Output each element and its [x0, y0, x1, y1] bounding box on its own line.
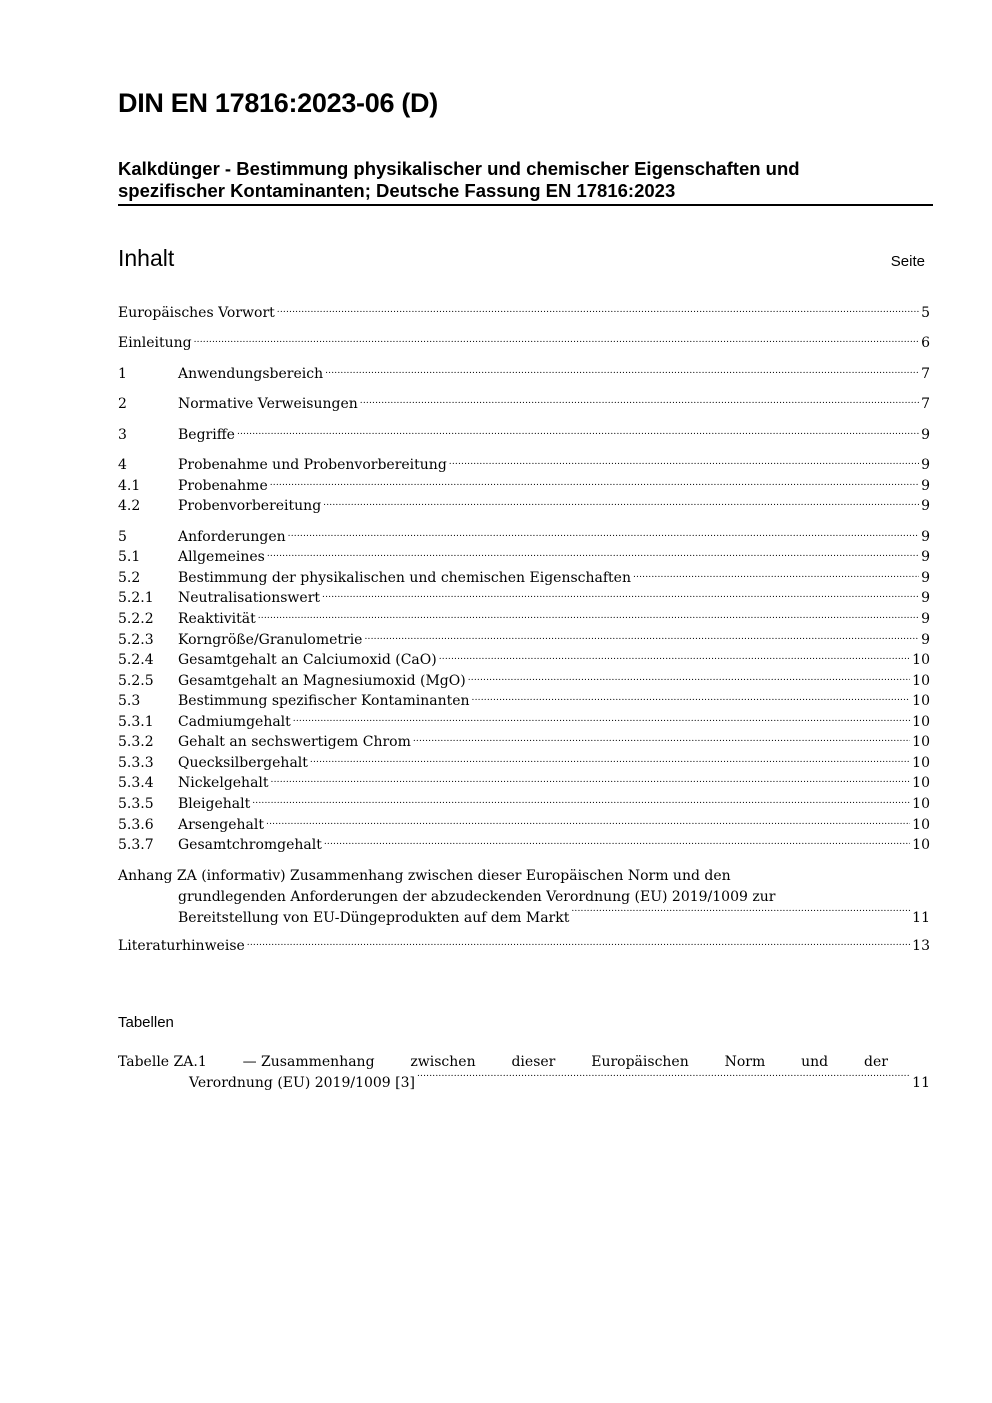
toc-entry-annex[interactable]: [118, 866, 930, 929]
toc-entry-title: Probenahme und Probenvorbereitung: [178, 457, 447, 473]
toc-entry-page: 7: [921, 366, 930, 382]
annex-line-3-text: Bereitstellung von EU-Düngeprodukten auf dem Markt: [178, 910, 570, 926]
toc-entry-page: 10: [912, 796, 930, 812]
title-line-1: Kalkdünger - Bestimmung physikalischer und chemischer Eigenschaften und: [118, 158, 800, 179]
toc-entry-title: Begriffe: [178, 427, 235, 443]
toc-entry-title: Normative Verweisungen: [178, 396, 358, 412]
toc-entry[interactable]: [118, 630, 930, 651]
toc-entry-title: Anwendungsbereich: [178, 366, 324, 382]
toc-entry-title: Nickelgehalt: [178, 775, 269, 791]
toc-entry-page: 10: [912, 755, 930, 771]
annex-line-3: [118, 908, 930, 929]
dot-leader: [267, 547, 919, 561]
table-entry-word: Norm: [724, 1054, 766, 1070]
toc-entry-number: 5.2.3: [118, 632, 154, 648]
toc-entry-title: Cadmiumgehalt: [178, 714, 291, 730]
toc-entry[interactable]: [118, 588, 930, 609]
toc-entry[interactable]: [118, 527, 930, 548]
table-entry-word: der: [864, 1054, 888, 1070]
toc-entry-page: 9: [921, 549, 930, 565]
toc-entry[interactable]: [118, 753, 930, 774]
toc-entry-number: 5.2.2: [118, 611, 154, 627]
annex-line-1: Anhang ZA (informativ) Zusammenhang zwischen dieser Europäischen Norm und den: [118, 868, 731, 884]
toc-entry-page: 6: [921, 335, 930, 351]
dot-leader: [364, 630, 919, 644]
toc-entry-page: 10: [912, 714, 930, 730]
toc-entry-page: 10: [912, 817, 930, 833]
table-entry-line-2-text: Verordnung (EU) 2019/1009 [3]: [189, 1075, 415, 1091]
title-line-2: spezifischer Kontaminanten; Deutsche Fassung EN 17816:2023: [118, 180, 676, 201]
toc-entry-title: Einleitung: [118, 335, 192, 351]
toc-entry[interactable]: [118, 712, 930, 733]
table-entry-word: zwischen: [410, 1054, 476, 1070]
toc-entry-page: 9: [921, 427, 930, 443]
toc-entry-number: 5.3.7: [118, 837, 154, 853]
toc-entry-number: 2: [118, 396, 127, 412]
toc-entry-page: 10: [912, 837, 930, 853]
dot-leader: [310, 753, 910, 767]
toc-entry-bibliography[interactable]: [118, 936, 930, 957]
toc-entry-title: Gesamtgehalt an Calciumoxid (CaO): [178, 652, 437, 668]
toc-entry-page: 5: [921, 305, 930, 321]
toc-entry-page: 10: [912, 673, 930, 689]
dot-leader: [277, 303, 919, 317]
toc-entry[interactable]: [118, 671, 930, 692]
table-entry-page: 11: [912, 1075, 930, 1091]
toc-entry-page: 9: [921, 529, 930, 545]
toc-entry-number: 3: [118, 427, 127, 443]
dot-leader: [247, 936, 910, 950]
toc-entry-title: Arsengehalt: [178, 817, 265, 833]
toc-entry-page: 9: [921, 498, 930, 514]
toc-entry[interactable]: [118, 794, 930, 815]
toc-entry-page: 10: [912, 775, 930, 791]
toc-entry[interactable]: [118, 364, 930, 385]
toc-entry[interactable]: [118, 773, 930, 794]
dot-leader: [325, 364, 919, 378]
dot-leader: [252, 794, 910, 808]
toc-entry[interactable]: [118, 476, 930, 497]
toc-entry-number: 1: [118, 366, 127, 382]
toc-entry-page: 13: [912, 938, 930, 954]
toc-entry-number: 5.3.6: [118, 817, 154, 833]
document-title: [118, 158, 933, 206]
toc-entry-page: 9: [921, 590, 930, 606]
table-entry-word: und: [801, 1054, 829, 1070]
toc-entry[interactable]: [118, 303, 930, 324]
toc-entry[interactable]: [118, 455, 930, 476]
toc-entry-title: Korngröße/Granulometrie: [178, 632, 363, 648]
dot-leader: [360, 394, 919, 408]
toc-entry-page: 9: [921, 611, 930, 627]
toc-heading: Inhalt: [118, 245, 175, 271]
toc-entry-title: Neutralisationswert: [178, 590, 321, 606]
toc-entry[interactable]: [118, 732, 930, 753]
toc-entry-number: 5.2: [118, 570, 141, 586]
dot-leader: [324, 835, 910, 849]
toc-entry-number: 4.1: [118, 478, 141, 494]
dot-leader: [293, 712, 910, 726]
toc-entry[interactable]: [118, 496, 930, 517]
dot-leader: [323, 496, 919, 510]
toc-entry[interactable]: [118, 650, 930, 671]
tables-heading: Tabellen: [118, 1014, 174, 1031]
toc-entry-title: Reaktivität: [178, 611, 256, 627]
toc-entry-number: 5.3.3: [118, 755, 154, 771]
dot-leader: [322, 588, 919, 602]
table-entry-line-1: [118, 1052, 888, 1073]
dot-leader: [266, 815, 910, 829]
toc-entry[interactable]: [118, 815, 930, 836]
toc-entry-title: Europäisches Vorwort: [118, 305, 275, 321]
toc-entry-title: Gesamtchromgehalt: [178, 837, 322, 853]
toc-entry-number: 5.3.4: [118, 775, 154, 791]
toc-entry-page: 9: [921, 478, 930, 494]
toc-entry[interactable]: [118, 394, 930, 415]
toc-entry-number: 4.2: [118, 498, 141, 514]
toc-entry[interactable]: [118, 333, 930, 354]
toc-entry-page: 7: [921, 396, 930, 412]
toc-entry-title: Gehalt an sechswertigem Chrom: [178, 734, 411, 750]
toc-entry-number: 5.3.1: [118, 714, 154, 730]
table-entry-word: — Zusammenhang: [242, 1054, 375, 1070]
dot-leader: [271, 773, 911, 787]
toc-entry[interactable]: [118, 568, 930, 589]
toc-entry-page: 10: [912, 693, 930, 709]
dot-leader: [194, 333, 920, 347]
dot-leader: [633, 568, 919, 582]
dot-leader: [270, 476, 919, 490]
toc-entry-title: Probenvorbereitung: [178, 498, 322, 514]
annex-page-number: 11: [912, 910, 930, 926]
toc-entry[interactable]: [118, 609, 930, 630]
toc-entry-number: 5.3.5: [118, 796, 154, 812]
toc-entry[interactable]: [118, 425, 930, 446]
toc-entry-number: 5.2.4: [118, 652, 154, 668]
dot-leader: [237, 425, 919, 439]
toc-entry-number: 5.1: [118, 549, 141, 565]
toc-entry-title: Literaturhinweise: [118, 938, 245, 954]
annex-line-2: grundlegenden Anforderungen der abzudeckenden Verordnung (EU) 2019/1009 zur: [178, 889, 776, 905]
toc-entry[interactable]: [118, 547, 930, 568]
table-entry-word: Europäischen: [591, 1054, 689, 1070]
toc-entry-page: 9: [921, 570, 930, 586]
toc-entry-title: Bestimmung spezifischer Kontaminanten: [178, 693, 470, 709]
dot-leader: [449, 455, 919, 469]
toc-entry-number: 5: [118, 529, 127, 545]
toc-entry-page: 9: [921, 632, 930, 648]
toc-entry-title: Gesamtgehalt an Magnesiumoxid (MgO): [178, 673, 466, 689]
dot-leader: [439, 650, 910, 664]
toc-entry-title: Probenahme: [178, 478, 268, 494]
document-id: DIN EN 17816:2023-06 (D): [118, 88, 438, 118]
dot-leader: [258, 609, 919, 623]
toc-page-label: Seite: [890, 253, 925, 270]
dot-leader: [472, 691, 911, 705]
toc-entry-page: 9: [921, 457, 930, 473]
toc-entry-title: Quecksilbergehalt: [178, 755, 308, 771]
toc-entry-title: Anforderungen: [178, 529, 286, 545]
toc-entry-title: Bestimmung der physikalischen und chemischen Eigenschaften: [178, 570, 631, 586]
dot-leader: [571, 908, 910, 922]
toc-entry-number: 5.2.5: [118, 673, 154, 689]
table-entry-za1[interactable]: [118, 1052, 930, 1094]
table-entry-word: dieser: [511, 1054, 556, 1070]
dot-leader: [288, 527, 919, 541]
table-entry-word: Tabelle ZA.1: [118, 1054, 207, 1070]
toc-entry[interactable]: [118, 691, 930, 712]
toc-entry-number: 5.3.2: [118, 734, 154, 750]
toc-entry-page: 10: [912, 652, 930, 668]
toc-entry-page: 10: [912, 734, 930, 750]
toc-entry-title: Allgemeines: [178, 549, 265, 565]
toc-entry-number: 4: [118, 457, 127, 473]
toc-entry[interactable]: [118, 835, 930, 856]
toc-entry-number: 5.3: [118, 693, 141, 709]
dot-leader: [413, 732, 910, 746]
toc-entry-title: Bleigehalt: [178, 796, 251, 812]
toc-entry-number: 5.2.1: [118, 590, 154, 606]
table-entry-line-2: [118, 1073, 930, 1094]
dot-leader: [468, 671, 910, 685]
dot-leader: [417, 1073, 910, 1087]
